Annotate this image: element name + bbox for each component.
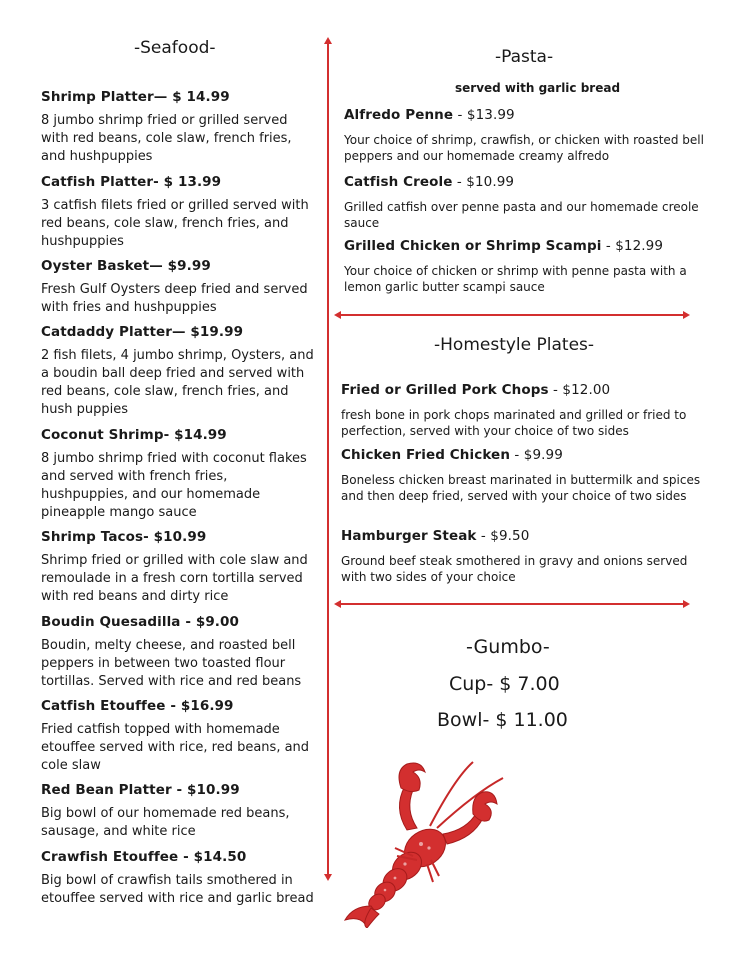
crawfish-icon [335,748,505,928]
item-name: Alfredo Penne - $13.99 [344,107,515,123]
menu-item-crawfish-etouffee [41,849,316,908]
item-description: Fried catfish topped with homemade etouffee served with rice, red beans, and cole slaw [41,722,310,773]
item-price: - $12.00 [548,382,611,398]
item-name: Catfish Creole - $10.99 [344,174,515,190]
menu-item-pork-chops [341,382,711,439]
seafood-title: -Seafood- [134,38,216,58]
menu-item-hamburger-steak [341,528,711,585]
menu-item-shrimp-tacos [41,529,316,606]
menu-item-chicken-fried-chicken [341,447,711,504]
pasta-title: -Pasta- [495,47,554,67]
item-description: 8 jumbo shrimp fried or grilled served with red beans, cole slaw, french fries, and hushpuppies [41,113,292,164]
item-description: 3 catfish filets fried or grilled served with red beans, cole slaw, french fries, and hushpuppies [41,198,309,249]
item-name: Hamburger Steak - $9.50 [341,528,530,544]
item-description: 2 fish filets, 4 jumbo shrimp, Oysters, and a boudin ball deep fried and served with red beans, cole slaw, french fries, and hush puppies [41,348,314,417]
item-name: Crawfish Etouffee - $14.50 [41,849,247,865]
horizontal-divider [337,603,687,605]
horizontal-divider [337,314,687,316]
item-description: 8 jumbo shrimp fried with coconut flakes and served with french fries, hushpuppies, and our homemade pineapple mango sauce [41,451,307,520]
item-name: Catfish Etouffee - $16.99 [41,698,234,714]
item-name: Chicken Fried Chicken - $9.99 [341,447,563,463]
item-name: Catfish Platter- $ 13.99 [41,174,222,190]
item-description: Ground beef steak smothered in gravy and onions served with two sides of your choice [341,554,688,584]
item-name: Coconut Shrimp- $14.99 [41,427,227,443]
item-description: Boudin, melty cheese, and roasted bell peppers in between two toasted flour tortillas. Served with rice and red beans [41,638,302,689]
item-description: Boneless chicken breast marinated in buttermilk and spices and then deep fried, served with your choice of two sides [341,473,701,503]
item-name: Shrimp Tacos- $10.99 [41,529,207,545]
item-name: Fried or Grilled Pork Chops - $12.00 [341,382,611,398]
item-description: Grilled catfish over penne pasta and our homemade creole sauce [344,200,699,230]
menu-item-boudin-quesadilla [41,614,316,691]
item-price: - $9.50 [476,528,530,544]
item-description: Shrimp fried or grilled with cole slaw and remoulade in a fresh corn tortilla served with red beans and dirty rice [41,553,308,604]
gumbo-cup-price: Cup- $ 7.00 [449,673,560,695]
item-description: Your choice of chicken or shrimp with penne pasta with a lemon garlic butter scampi sauce [344,264,687,294]
item-name: Red Bean Platter - $10.99 [41,782,240,798]
gumbo-title: -Gumbo- [466,636,550,658]
homestyle-title: -Homestyle Plates- [434,335,595,355]
gumbo-bowl-price: Bowl- $ 11.00 [437,709,568,731]
menu-item-catdaddy-platter [41,324,316,419]
item-description: Fresh Gulf Oysters deep fried and served with fries and hushpuppies [41,282,308,315]
item-description: fresh bone in pork chops marinated and grilled or fried to perfection, served with your choice of two sides [341,408,687,438]
item-price: - $13.99 [453,107,515,123]
vertical-divider [327,40,329,878]
menu-item-oyster-basket [41,258,316,317]
menu-item-coconut-shrimp [41,427,316,522]
item-description: Your choice of shrimp, crawfish, or chicken with roasted bell peppers and our homemade creamy alfredo [344,133,704,163]
item-name: Oyster Basket— $9.99 [41,258,211,274]
item-price: - $9.99 [510,447,563,463]
item-name: Grilled Chicken or Shrimp Scampi - $12.99 [344,238,664,254]
menu-item-red-bean-platter [41,782,316,841]
pasta-subtitle: served with garlic bread [455,81,621,95]
item-name: Boudin Quesadilla - $9.00 [41,614,240,630]
item-name: Shrimp Platter— $ 14.99 [41,89,230,105]
menu-item-catfish-platter [41,174,316,251]
menu-item-scampi [344,238,714,295]
menu-item-shrimp-platter [41,89,316,166]
item-description: Big bowl of crawfish tails smothered in etouffee served with rice and garlic bread [41,873,314,906]
menu-item-alfredo-penne [344,107,714,164]
menu-item-catfish-etouffee [41,698,316,775]
item-description: Big bowl of our homemade red beans, sausage, and white rice [41,806,290,839]
menu-item-catfish-creole [344,174,714,231]
item-price: - $10.99 [452,174,515,190]
item-name: Catdaddy Platter— $19.99 [41,324,244,340]
item-price: - $12.99 [601,238,664,254]
